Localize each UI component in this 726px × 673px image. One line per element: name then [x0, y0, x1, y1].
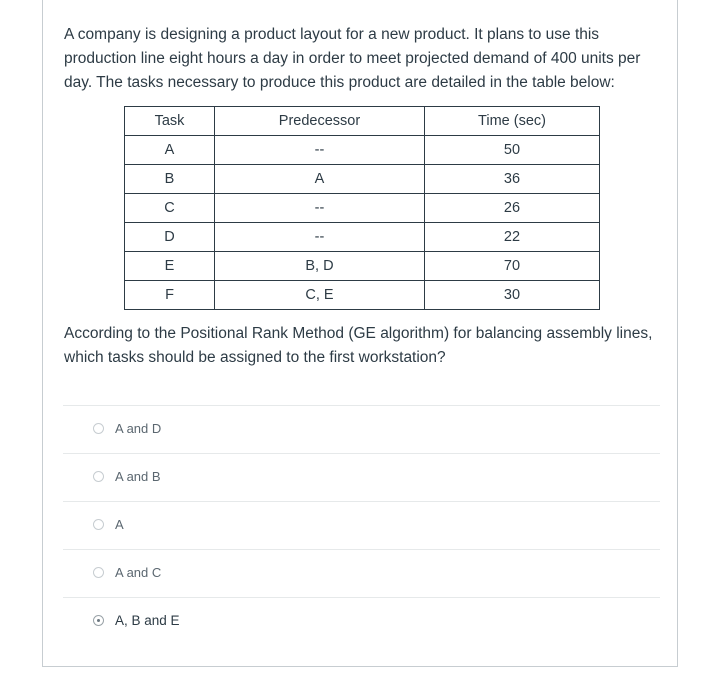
question-card: [42, 0, 678, 667]
header-predecessor: Predecessor: [215, 107, 425, 136]
table-row: [125, 223, 600, 252]
answer-label[interactable]: A and B: [115, 469, 161, 484]
answer-option-a-and-c[interactable]: [63, 549, 660, 597]
cell-task: C: [125, 194, 215, 223]
cell-time: 22: [425, 223, 600, 252]
cell-predecessor: C, E: [215, 281, 425, 310]
answer-option-a-b-and-e[interactable]: [63, 597, 660, 645]
cell-time: 26: [425, 194, 600, 223]
radio-button[interactable]: [93, 423, 104, 434]
cell-predecessor: --: [215, 194, 425, 223]
table-row: [125, 165, 600, 194]
cell-predecessor: A: [215, 165, 425, 194]
answer-label[interactable]: A and D: [115, 421, 162, 436]
cell-task: B: [125, 165, 215, 194]
cell-predecessor: B, D: [215, 252, 425, 281]
header-task: Task: [125, 107, 215, 136]
answer-label[interactable]: A: [115, 517, 124, 532]
answer-option-a-and-d[interactable]: [63, 405, 660, 453]
cell-task: E: [125, 252, 215, 281]
answer-list: [63, 405, 660, 645]
radio-button-selected[interactable]: [93, 615, 104, 626]
radio-button[interactable]: [93, 519, 104, 530]
cell-time: 50: [425, 136, 600, 165]
cell-predecessor: --: [215, 136, 425, 165]
question-prompt: According to the Positional Rank Method (GE algorithm) for balancing assembly lines, which tasks should be assigned to the first workstation?: [64, 325, 653, 366]
header-time: Time (sec): [425, 107, 600, 136]
cell-time: 30: [425, 281, 600, 310]
cell-time: 70: [425, 252, 600, 281]
table-row: [125, 136, 600, 165]
cell-predecessor: --: [215, 223, 425, 252]
answer-label[interactable]: A, B and E: [115, 613, 180, 628]
answer-label[interactable]: A and C: [115, 565, 162, 580]
cell-task: F: [125, 281, 215, 310]
answer-option-a[interactable]: [63, 501, 660, 549]
answer-option-a-and-b[interactable]: [63, 453, 660, 501]
table-row: [125, 252, 600, 281]
question-intro: A company is designing a product layout for a new product. It plans to use this production line eight hours a day in order to meet projected demand of 400 units per day. The tasks necessary to produce this product are detailed in the table below:: [64, 26, 641, 91]
cell-time: 36: [425, 165, 600, 194]
radio-button[interactable]: [93, 567, 104, 578]
task-table: [124, 106, 600, 310]
cell-task: D: [125, 223, 215, 252]
table-header-row: [125, 107, 600, 136]
table-row: [125, 194, 600, 223]
table-row: [125, 281, 600, 310]
cell-task: A: [125, 136, 215, 165]
radio-button[interactable]: [93, 471, 104, 482]
